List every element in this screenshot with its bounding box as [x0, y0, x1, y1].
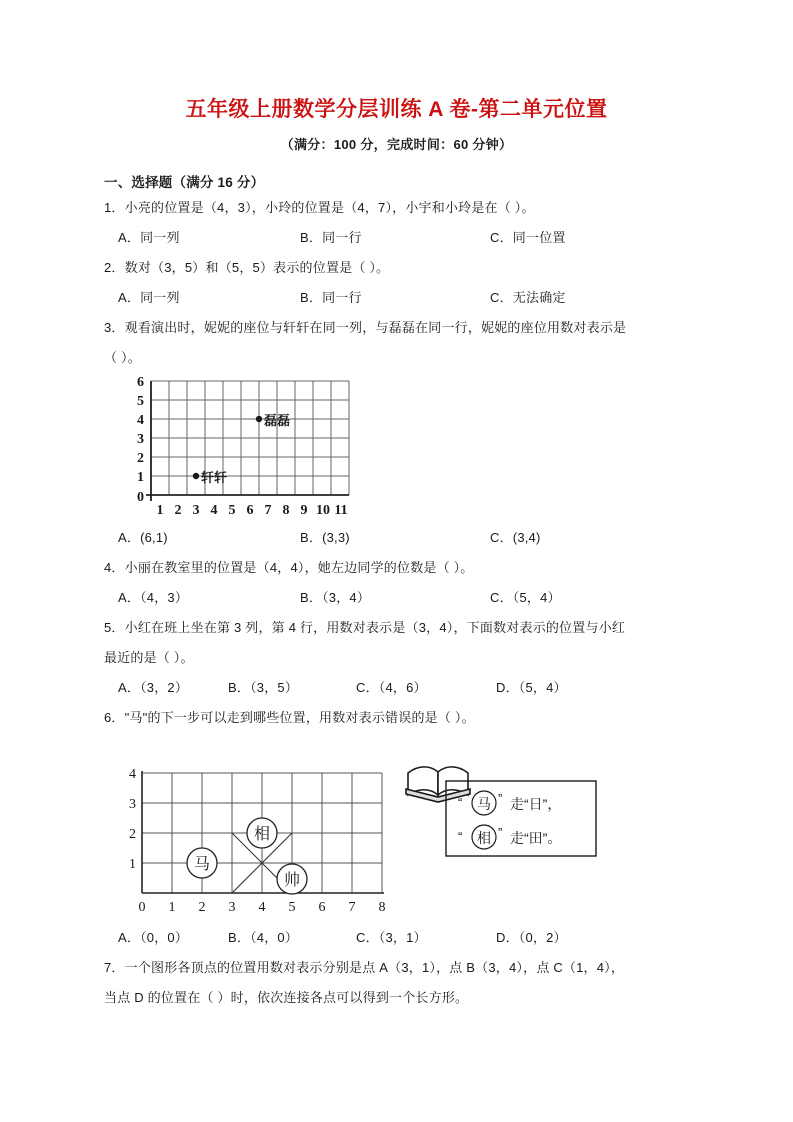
svg-text:10: 10 [316, 503, 330, 519]
option-a[interactable]: A．同一列 [118, 290, 180, 306]
chess-piece-xiang [247, 818, 277, 848]
option-a[interactable]: A．同一列 [118, 230, 180, 246]
figure-question-6 [104, 741, 689, 923]
question-2-options [104, 283, 689, 313]
rule-note-q6 [404, 759, 604, 874]
option-b[interactable]: B．同一行 [300, 230, 362, 246]
svg-text:6: 6 [137, 377, 144, 391]
chess-piece-shuai [277, 864, 307, 894]
chess-grid-q6 [120, 741, 400, 921]
question-5-stem-line2: 最近的是（ ）。 [104, 650, 194, 666]
option-d[interactable]: D．（5，4） [496, 680, 567, 696]
page-title: 五年级上册数学分层训练 A 卷-第二单元位置 [185, 98, 608, 121]
svg-text:0: 0 [138, 900, 146, 916]
plot-point-xuanxuan [193, 470, 227, 485]
svg-text:7: 7 [348, 900, 356, 916]
option-b[interactable]: B．（4，0） [228, 930, 299, 946]
svg-text:4: 4 [137, 413, 144, 429]
svg-text:“: “ [458, 795, 463, 811]
question-1-stem: 1．小亮的位置是（4，3），小玲的位置是（4，7），小宇和小玲是在（ ）。 [104, 200, 535, 216]
page-content [104, 0, 689, 1013]
option-c[interactable]: C．(3,4) [490, 530, 541, 546]
option-c[interactable]: C．（5，4） [490, 590, 561, 606]
question-3-stem-line2: （ ）。 [104, 350, 141, 366]
svg-text:6: 6 [318, 900, 326, 916]
svg-text:马: 马 [477, 796, 491, 813]
option-b[interactable]: B．（3，4） [300, 590, 371, 606]
svg-text:”: ” [498, 791, 503, 807]
svg-text:“: “ [458, 829, 463, 845]
svg-text:11: 11 [334, 503, 348, 519]
question-5-options [104, 673, 689, 703]
svg-text:6: 6 [246, 503, 254, 519]
question-5-stem-line1: 5．小红在班上坐在第 3 列，第 4 行，用数对表示是（3，4），下面数对表示的位置与小红 [104, 620, 626, 636]
svg-text:3: 3 [129, 797, 136, 813]
question-1-options [104, 223, 689, 253]
svg-text:2: 2 [137, 451, 144, 467]
option-a[interactable]: A．（0，0） [118, 930, 189, 946]
svg-text:1: 1 [156, 503, 164, 519]
svg-text:1: 1 [137, 470, 144, 486]
svg-text:9: 9 [300, 503, 308, 519]
svg-text:2: 2 [198, 900, 206, 916]
note-line-1 [458, 791, 561, 815]
svg-text:8: 8 [378, 900, 386, 916]
svg-text:磊磊: 磊磊 [264, 413, 291, 429]
svg-text:3: 3 [228, 900, 236, 916]
page-subtitle: （满分：100 分，完成时间：60 分钟） [280, 137, 513, 153]
option-a[interactable]: A．（3，2） [118, 680, 189, 696]
option-a[interactable]: A．（4，3） [118, 590, 189, 606]
svg-text:3: 3 [137, 432, 144, 448]
question-7-stem-line2: 当点 D 的位置在（ ）时，依次连接各点可以得到一个长方形。 [104, 990, 469, 1006]
svg-text:5: 5 [137, 394, 144, 410]
svg-text:1: 1 [168, 900, 176, 916]
svg-text:5: 5 [288, 900, 296, 916]
plot-point-leilei [256, 413, 290, 428]
svg-text:轩轩: 轩轩 [201, 470, 228, 486]
question-6-options [104, 923, 689, 953]
figure-question-3 [104, 377, 689, 523]
svg-text:相: 相 [253, 826, 271, 844]
svg-text:2: 2 [174, 503, 182, 519]
svg-text:走“田”。: 走“田”。 [510, 830, 562, 847]
question-6-stem: 6．"马"的下一步可以走到哪些位置，用数对表示错误的是（ ）。 [104, 710, 475, 726]
question-7-stem-line1: 7．一个图形各顶点的位置用数对表示分别是点 A（3，1），点 B（3，4），点 C（1，4）， [104, 960, 625, 976]
option-c[interactable]: C．同一位置 [490, 230, 566, 246]
svg-text:2: 2 [129, 827, 136, 843]
svg-text:4: 4 [210, 503, 218, 519]
section-heading: 一、选择题（满分 16 分） [104, 175, 265, 191]
svg-text:5: 5 [228, 503, 236, 519]
svg-text:帅: 帅 [283, 872, 301, 890]
svg-text:4: 4 [258, 900, 266, 916]
svg-text:4: 4 [129, 767, 136, 783]
question-4-options [104, 583, 689, 613]
svg-text:”: ” [498, 825, 503, 841]
svg-text:走“日”，: 走“日”， [510, 796, 562, 813]
question-2-stem: 2．数对（3，5）和（5，5）表示的位置是（ ）。 [104, 260, 390, 276]
option-c[interactable]: C．无法确定 [490, 290, 566, 306]
question-3-stem-line1: 3．观看演出时，妮妮的座位与轩轩在同一列，与磊磊在同一行，妮妮的座位用数对表示是 [104, 320, 627, 336]
svg-text:8: 8 [282, 503, 290, 519]
option-b[interactable]: B．同一行 [300, 290, 362, 306]
option-b[interactable]: B．（3，5） [228, 680, 299, 696]
option-c[interactable]: C．（3，1） [356, 930, 427, 946]
svg-text:3: 3 [192, 503, 200, 519]
svg-text:0: 0 [137, 490, 144, 506]
question-4-stem: 4．小丽在教室里的位置是（4，4），她左边同学的位数是（ ）。 [104, 560, 474, 576]
chess-piece-ma [187, 848, 217, 878]
option-a[interactable]: A．(6,1) [118, 530, 168, 546]
coordinate-grid-q3 [112, 377, 352, 523]
svg-text:7: 7 [264, 503, 272, 519]
option-c[interactable]: C．（4，6） [356, 680, 427, 696]
note-line-2 [458, 825, 561, 849]
option-d[interactable]: D．（0，2） [496, 930, 567, 946]
option-b[interactable]: B．(3,3) [300, 530, 350, 546]
svg-text:1: 1 [129, 857, 136, 873]
svg-text:相: 相 [477, 830, 491, 847]
svg-text:马: 马 [193, 856, 211, 874]
question-3-options [104, 523, 689, 553]
